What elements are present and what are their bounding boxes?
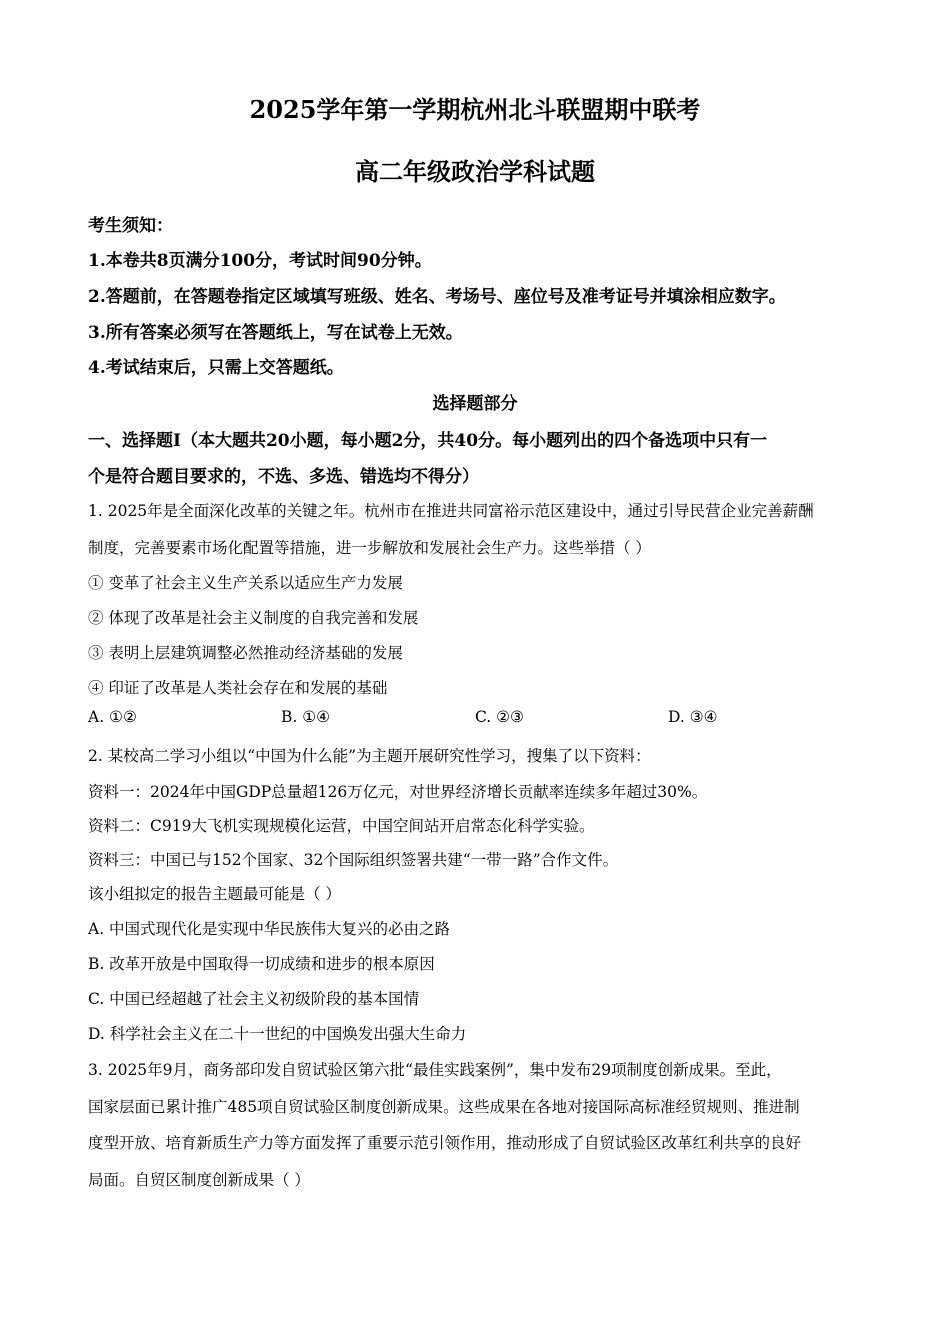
- statement: ③ 表明上层建筑调整必然推动经济基础的发展: [88, 644, 403, 662]
- option-a: A. 中国式现代化是实现中华民族伟大复兴的必由之路: [88, 920, 451, 938]
- notice-item: 2.答题前，在答题卷指定区域填写班级、姓名、考场号、座位号及准考证号并填涂相应数字。: [88, 287, 786, 307]
- exam-subtitle: 高二年级政治学科试题: [355, 157, 595, 186]
- question-1-stem: 制度，完善要素市场化配置等措施，进一步解放和发展社会生产力。这些举措（ ）: [88, 539, 651, 557]
- question-1-stem: 1. 2025年是全面深化改革的关键之年。杭州市在推进共同富裕示范区建设中，通过引导民营企业完善薪酬: [88, 502, 814, 520]
- question-3-stem: 3. 2025年9月，商务部印发自贸试验区第六批“最佳实践案例”，集中发布29项制度创新成果。至此，: [88, 1061, 782, 1079]
- option-b: B. 改革开放是中国取得一切成绩和进步的根本原因: [88, 955, 435, 973]
- material: 资料一：2024年中国GDP总量超126万亿元，对世界经济增长贡献率连续多年超过30%。: [88, 783, 708, 801]
- material: 资料二：C919大飞机实现规模化运营，中国空间站开启常态化科学实验。: [88, 817, 595, 835]
- material: 资料三：中国已与152个国家、32个国际组织签署共建“一带一路”合作文件。: [88, 851, 619, 869]
- option-d: D. ③④: [668, 708, 718, 726]
- statement: ④ 印证了改革是人类社会存在和发展的基础: [88, 679, 388, 697]
- question-2-prompt: 该小组拟定的报告主题最可能是（ ）: [88, 885, 341, 903]
- notice-item: 3.所有答案必须写在答题纸上，写在试卷上无效。: [88, 323, 463, 343]
- exam-title: 2025学年第一学期杭州北斗联盟期中联考: [249, 95, 701, 124]
- question-2-stem: 2. 某校高二学习小组以“中国为什么能”为主题开展研究性学习，搜集了以下资料：: [88, 747, 651, 765]
- section-title: 选择题部分: [432, 394, 518, 414]
- option-b: B. ①④: [281, 708, 331, 726]
- notice-item: 4.考试结束后，只需上交答题纸。: [88, 358, 344, 378]
- question-3-stem: 局面。自贸区制度创新成果（ ）: [88, 1171, 310, 1189]
- option-c: C. 中国已经超越了社会主义初级阶段的基本国情: [88, 990, 420, 1008]
- question-3-stem: 国家层面已累计推广485项自贸试验区制度创新成果。这些成果在各地对接国际高标准经贸规则、推进制: [88, 1098, 800, 1116]
- statement: ① 变革了社会主义生产关系以适应生产力发展: [88, 574, 403, 592]
- notice-heading: 考生须知：: [88, 216, 173, 236]
- option-d: D. 科学社会主义在二十一世纪的中国焕发出强大生命力: [88, 1025, 467, 1043]
- question-3-stem: 度型开放、培育新质生产力等方面发挥了重要示范引领作用，推动形成了自贸试验区改革红利共享的良好: [88, 1134, 802, 1152]
- part-heading: 一、选择题Ⅰ（本大题共20小题，每小题2分，共40分。每小题列出的四个备选项中只有一: [88, 431, 768, 451]
- option-a: A. ①②: [88, 708, 137, 726]
- statement: ② 体现了改革是社会主义制度的自我完善和发展: [88, 609, 419, 627]
- part-heading: 个是符合题目要求的，不选、多选、错选均不得分）: [88, 467, 479, 487]
- option-c: C. ②③: [475, 708, 524, 726]
- notice-item: 1.本卷共8页满分100分，考试时间90分钟。: [88, 251, 432, 271]
